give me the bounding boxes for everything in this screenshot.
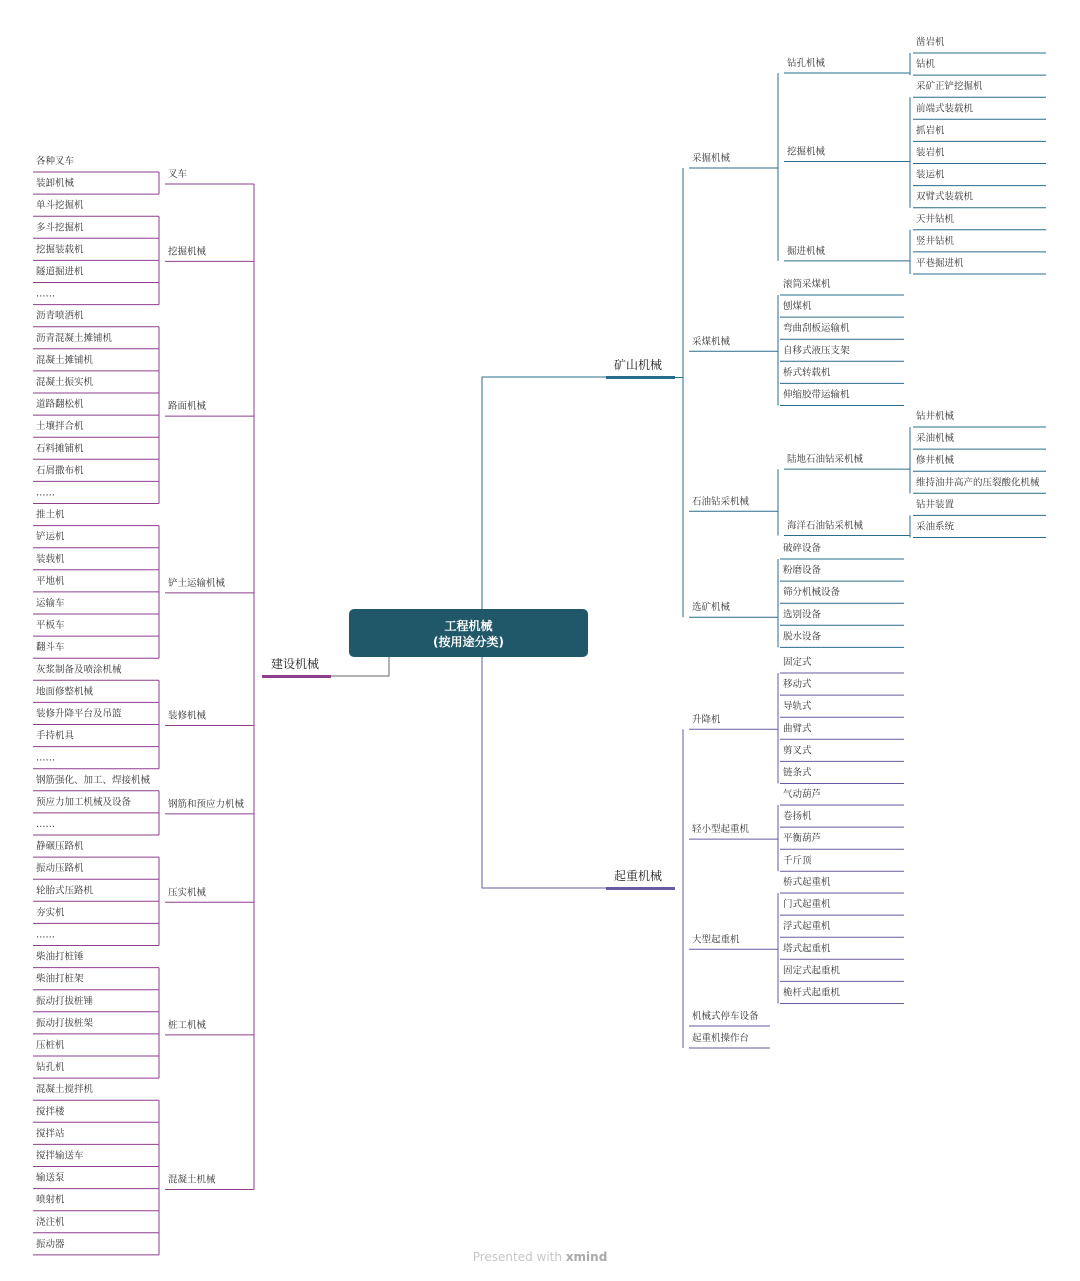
xmind-brand: xmind xyxy=(565,1250,608,1264)
leaf-导轨式[interactable]: 导轨式 xyxy=(783,701,812,713)
leaf-平板车[interactable]: 平板车 xyxy=(36,620,65,632)
group-铲土运输机械[interactable]: 铲土运输机械 xyxy=(168,577,226,589)
leaf-平地机[interactable]: 平地机 xyxy=(36,575,65,587)
subtopic-掘进机械[interactable]: 掘进机械 xyxy=(787,245,826,257)
group-钢筋和预应力机械[interactable]: 钢筋和预应力机械 xyxy=(168,798,245,810)
leaf-振动压路机[interactable]: 振动压路机 xyxy=(36,863,84,875)
leaf-装修升降平台及吊篮[interactable]: 装修升降平台及吊篮 xyxy=(36,708,122,720)
leaf-振动打拔桩架[interactable]: 振动打拔桩架 xyxy=(36,1017,94,1029)
connector-hoisting xyxy=(482,657,608,888)
leaf-筛分机械设备[interactable]: 筛分机械设备 xyxy=(783,587,841,599)
leaf-抓岩机[interactable]: 抓岩机 xyxy=(916,125,945,137)
footer-prefix: Presented with xyxy=(472,1250,566,1264)
group-机械式停车设备[interactable]: 机械式停车设备 xyxy=(692,1011,759,1022)
leaf-剪叉式[interactable]: 剪叉式 xyxy=(783,745,812,757)
group-压实机械[interactable]: 压实机械 xyxy=(168,887,207,899)
group-挖掘机械[interactable]: 挖掘机械 xyxy=(168,246,207,258)
leaf-翻斗车[interactable]: 翻斗车 xyxy=(36,642,65,654)
leaf-喷射机[interactable]: 喷射机 xyxy=(36,1194,65,1206)
leaf-地面修整机械[interactable]: 地面修整机械 xyxy=(36,686,94,698)
leaf-……[interactable]: …… xyxy=(36,487,55,499)
connector-mining xyxy=(482,377,608,609)
leaf-道路翻松机[interactable]: 道路翻松机 xyxy=(36,399,84,411)
group-叉车[interactable]: 叉车 xyxy=(168,169,188,180)
leaf-沥青喷洒机[interactable]: 沥青喷洒机 xyxy=(36,310,84,322)
main-topic-hoisting[interactable]: 起重机械 xyxy=(614,869,663,883)
leaf-手持机具[interactable]: 手持机具 xyxy=(36,730,75,742)
leaf-弯曲刮板运输机[interactable]: 弯曲刮板运输机 xyxy=(783,323,850,335)
group-采煤机械[interactable]: 采煤机械 xyxy=(692,336,731,348)
leaf-浇注机[interactable]: 浇注机 xyxy=(36,1216,65,1228)
group-大型起重机[interactable]: 大型起重机 xyxy=(692,934,740,946)
leaf-桥式转载机[interactable]: 桥式转载机 xyxy=(783,367,831,379)
leaf-搅拌输送车[interactable]: 搅拌输送车 xyxy=(36,1150,84,1162)
leaf-双臂式装载机[interactable]: 双臂式装载机 xyxy=(916,191,974,203)
leaf-装运机[interactable]: 装运机 xyxy=(916,169,945,181)
leaf-钢筋强化、加工、焊接机械[interactable]: 钢筋强化、加工、焊接机械 xyxy=(36,774,151,786)
group-升降机[interactable]: 升降机 xyxy=(692,714,721,726)
leaf-石屑撒布机[interactable]: 石屑撒布机 xyxy=(36,465,84,477)
leaf-振动打拔桩锤[interactable]: 振动打拔桩锤 xyxy=(36,995,94,1007)
leaf-装岩机[interactable]: 装岩机 xyxy=(916,147,945,159)
group-桩工机械[interactable]: 桩工机械 xyxy=(168,1019,207,1031)
main-topic-mining[interactable]: 矿山机械 xyxy=(614,358,663,372)
leaf-夯实机[interactable]: 夯实机 xyxy=(36,907,65,919)
leaf-隧道掘进机[interactable]: 隧道掘进机 xyxy=(36,266,84,278)
leaf-……[interactable]: …… xyxy=(36,819,55,830)
leaf-运输车[interactable]: 运输车 xyxy=(36,598,65,609)
leaf-脱水设备[interactable]: 脱水设备 xyxy=(783,631,822,643)
leaf-塔式起重机[interactable]: 塔式起重机 xyxy=(783,943,831,955)
leaf-固定式起重机[interactable]: 固定式起重机 xyxy=(783,965,841,977)
leaf-粉磨设备[interactable]: 粉磨设备 xyxy=(783,565,822,577)
leaf-采油机械[interactable]: 采油机械 xyxy=(916,433,955,445)
leaf-门式起重机[interactable]: 门式起重机 xyxy=(783,899,831,911)
leaf-灰浆制备及喷涂机械[interactable]: 灰浆制备及喷涂机械 xyxy=(36,664,122,676)
leaf-推土机[interactable]: 推土机 xyxy=(36,509,65,521)
leaf-平衡葫芦[interactable]: 平衡葫芦 xyxy=(783,833,822,845)
leaf-……[interactable]: …… xyxy=(36,929,55,941)
leaf-各种叉车[interactable]: 各种叉车 xyxy=(36,156,75,167)
leaf-压桩机[interactable]: 压桩机 xyxy=(36,1040,65,1051)
subtopic-海洋石油钻采机械[interactable]: 海洋石油钻采机械 xyxy=(787,520,864,532)
leaf-伸缩胶带运输机[interactable]: 伸缩胶带运输机 xyxy=(783,389,850,401)
group-采掘机械[interactable]: 采掘机械 xyxy=(692,152,731,164)
leaf-滚筒采煤机[interactable]: 滚筒采煤机 xyxy=(783,279,831,290)
central-topic[interactable] xyxy=(349,609,588,657)
leaf-浮式起重机[interactable]: 浮式起重机 xyxy=(783,921,831,933)
leaf-修井机械[interactable]: 修井机械 xyxy=(916,455,955,467)
leaf-刨煤机[interactable]: 刨煤机 xyxy=(783,301,812,313)
leaf-破碎设备[interactable]: 破碎设备 xyxy=(783,543,822,554)
subtopic-钻孔机械[interactable]: 钻孔机械 xyxy=(787,58,826,70)
group-选矿机械[interactable]: 选矿机械 xyxy=(692,602,731,614)
leaf-单斗挖掘机[interactable]: 单斗挖掘机 xyxy=(36,200,84,212)
leaf-链条式[interactable]: 链条式 xyxy=(783,767,812,779)
leaf-钻井机械[interactable]: 钻井机械 xyxy=(916,411,955,422)
leaf-挖掘装载机[interactable]: 挖掘装载机 xyxy=(36,244,84,256)
central-title-line2[interactable]: (按用途分类) xyxy=(433,635,504,649)
leaf-沥青混凝土摊铺机[interactable]: 沥青混凝土摊铺机 xyxy=(36,332,113,344)
leaf-输送泵[interactable]: 输送泵 xyxy=(36,1172,65,1184)
leaf-选别设备[interactable]: 选别设备 xyxy=(783,609,822,621)
leaf-天井钻机[interactable]: 天井钻机 xyxy=(916,213,955,225)
leaf-预应力加工机械及设备[interactable]: 预应力加工机械及设备 xyxy=(36,796,132,808)
leaf-平巷掘进机[interactable]: 平巷掘进机 xyxy=(916,258,964,269)
leaf-轮胎式压路机[interactable]: 轮胎式压路机 xyxy=(36,885,94,897)
leaf-混凝土搅拌机[interactable]: 混凝土搅拌机 xyxy=(36,1084,94,1096)
leaf-千斤顶[interactable]: 千斤顶 xyxy=(783,855,812,867)
group-混凝土机械[interactable]: 混凝土机械 xyxy=(168,1174,216,1186)
subtopic-陆地石油钻采机械[interactable]: 陆地石油钻采机械 xyxy=(787,454,864,466)
group-装修机械[interactable]: 装修机械 xyxy=(168,710,207,722)
leaf-桅杆式起重机[interactable]: 桅杆式起重机 xyxy=(783,987,841,999)
leaf-搅拌站[interactable]: 搅拌站 xyxy=(36,1128,65,1140)
leaf-柴油打桩架[interactable]: 柴油打桩架 xyxy=(36,973,84,985)
leaf-柴油打桩锤[interactable]: 柴油打桩锤 xyxy=(36,951,84,963)
leaf-采矿正铲挖掘机[interactable]: 采矿正铲挖掘机 xyxy=(916,81,983,93)
leaf-静碾压路机[interactable]: 静碾压路机 xyxy=(36,841,84,853)
leaf-固定式[interactable]: 固定式 xyxy=(783,657,812,668)
leaf-钻机[interactable]: 钻机 xyxy=(916,59,936,71)
leaf-……[interactable]: …… xyxy=(36,288,55,300)
group-石油钻采机械[interactable]: 石油钻采机械 xyxy=(692,496,750,508)
group-起重机操作台[interactable]: 起重机操作台 xyxy=(692,1033,750,1044)
leaf-维持油井高产的压裂酸化机械[interactable]: 维持油井高产的压裂酸化机械 xyxy=(916,477,1040,489)
leaf-搅拌楼[interactable]: 搅拌楼 xyxy=(36,1106,65,1118)
main-topic-construction[interactable]: 建设机械 xyxy=(271,657,320,671)
leaf-曲臂式[interactable]: 曲臂式 xyxy=(783,723,812,735)
leaf-石料摊铺机[interactable]: 石料摊铺机 xyxy=(36,443,84,455)
central-title-line1[interactable]: 工程机械 xyxy=(444,619,493,633)
leaf-桥式起重机[interactable]: 桥式起重机 xyxy=(783,877,831,888)
leaf-凿岩机[interactable]: 凿岩机 xyxy=(916,37,945,48)
leaf-混凝土振实机[interactable]: 混凝土振实机 xyxy=(36,377,94,388)
leaf-多斗挖掘机[interactable]: 多斗挖掘机 xyxy=(36,222,84,234)
leaf-移动式[interactable]: 移动式 xyxy=(783,679,812,691)
leaf-卷扬机[interactable]: 卷扬机 xyxy=(783,811,812,823)
leaf-气动葫芦[interactable]: 气动葫芦 xyxy=(783,789,822,800)
leaf-……[interactable]: …… xyxy=(36,752,55,764)
leaf-钻孔机[interactable]: 钻孔机 xyxy=(36,1062,65,1074)
subtopic-挖掘机械[interactable]: 挖掘机械 xyxy=(787,146,826,158)
leaf-装载机[interactable]: 装载机 xyxy=(36,553,65,565)
leaf-采油系统[interactable]: 采油系统 xyxy=(916,521,955,533)
leaf-前端式装载机[interactable]: 前端式装载机 xyxy=(916,103,974,115)
leaf-竖井钻机[interactable]: 竖井钻机 xyxy=(916,235,955,247)
leaf-装卸机械[interactable]: 装卸机械 xyxy=(36,178,75,190)
group-路面机械[interactable]: 路面机械 xyxy=(168,401,207,413)
group-轻小型起重机[interactable]: 轻小型起重机 xyxy=(692,824,750,836)
leaf-土壤拌合机[interactable]: 土壤拌合机 xyxy=(36,421,84,433)
leaf-混凝土摊铺机[interactable]: 混凝土摊铺机 xyxy=(36,354,94,366)
leaf-自移式液压支架[interactable]: 自移式液压支架 xyxy=(783,345,850,357)
leaf-振动器[interactable]: 振动器 xyxy=(36,1238,65,1250)
leaf-铲运机[interactable]: 铲运机 xyxy=(36,531,65,543)
presented-with-footer xyxy=(0,1250,1080,1264)
leaf-钻井装置[interactable]: 钻井装置 xyxy=(916,499,955,511)
